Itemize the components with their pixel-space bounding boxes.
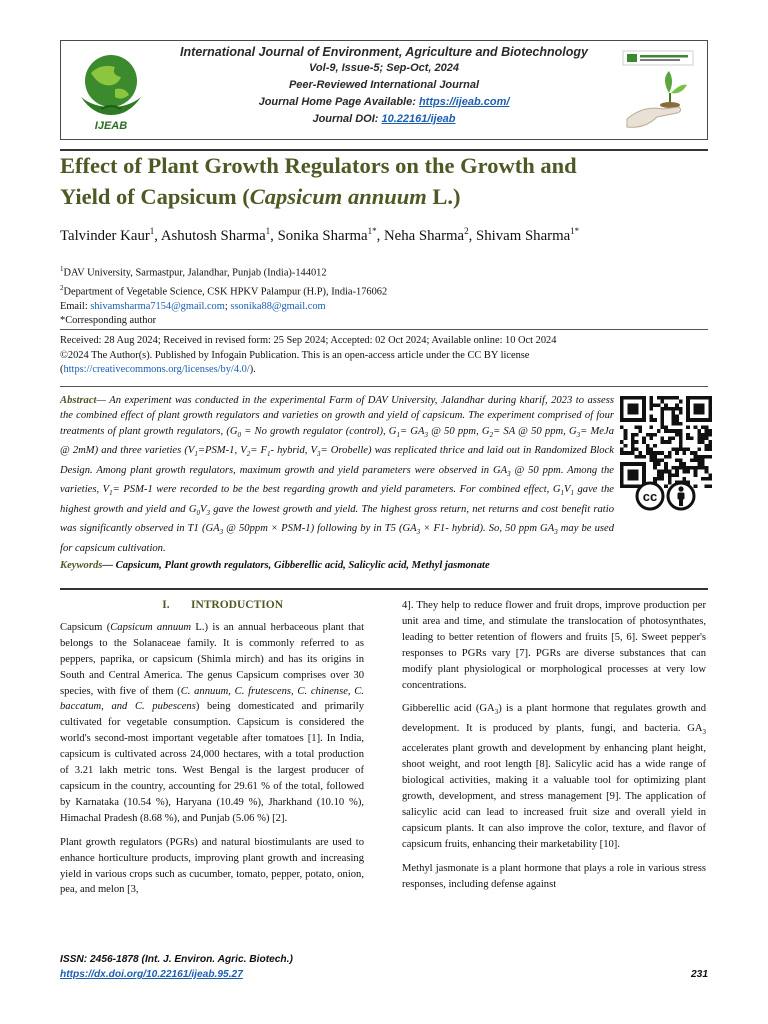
journal-doi [159,111,609,128]
journal-homepage [159,94,609,111]
body-column-left [60,598,364,906]
body-separator [60,588,708,590]
author: Shivam Sharma$^{1*}$ [476,226,580,244]
paper-title [60,150,708,212]
license-link[interactable]: https://creativecommons.org/licenses/by/4.0/ [63,364,250,375]
abstract-label: Abstract [60,395,97,406]
dates-separator-bottom [60,386,708,387]
keywords: Keywords— Capsicum, Plant growth regulators, Gibberellic acid, Salicylic acid, Methyl jasmonate [60,560,490,571]
affiliation-2: $^2$Department of Vegetable Science, CSK HPKV Palampur (H.P), India-176062 [60,283,388,298]
section-heading-introduction: I. INTRODUCTION [162,599,283,611]
page-footer [60,952,708,982]
svg-text:cc: cc [642,489,658,504]
email-link-2[interactable]: ssonika88@gmail.com [230,300,326,312]
keywords-label: Keywords [60,560,103,571]
author: Talvinder Kaur$^1$, [60,226,161,244]
page-number: 231 [691,969,708,980]
publication-dates [60,334,708,378]
cc-by-license-icon[interactable] [635,480,699,512]
email-line: Email: shivamsharma7154@gmail.com; ssonika88@gmail.com [60,300,326,312]
svg-text:IJEAB: IJEAB [94,120,128,132]
journal-volume: Vol-9, Issue-5; Sep-Oct, 2024 [309,62,459,74]
homepage-link[interactable]: https://ijeab.com/ [418,96,510,108]
paragraph: Capsicum (Capsicum annuum L.) is an annual herbaceous plant that belongs to the Solanaceae family. It is commonly referred to as peppers, paprika, or capsicum (Shimla mirch) and has its origins in South and Central America. The genus Capsicum comprises over 30 species, with five of them (C. annuum, C. frutescens, C. chinense, C. baccatum, and C. pubescens) being domesticated and primarily cultivated for vegetable consumption. Capsicum is considered the world's second-most important vegetable after tomatoes [1]. In India, capsicum is cultivated across 24,000 hectares, with a total production of 3.21 lakh metric tons. West Bengal is the largest producer of capsicum in the country, accounting for 29.61 % of the total, followed by Karnataka (10.54 %), Haryana (10.49 %), Jharkhand (10.10 %), Himachal Pradesh (8.68 %), and Punjab (5.06 %) [2]. [60,621,365,824]
journal-cover-thumbnail-icon [617,49,699,133]
journal-doi-link[interactable]: 10.22161/ijeab [381,113,456,125]
author: Neha Sharma$^2$, [384,226,477,244]
qr-code-icon[interactable] [620,396,712,488]
abstract: Abstract— An experiment was conducted in the experimental Farm of DAV University, Jalandhar during kharif, 2023 to assess the combined effect of plant growth regulators and varieties on growth and yield of capsicum. The experiment comprised of four treatments of plant growth regulators, ($G_0 = No$ growth regulator (control), $G_1= GA_3$ @ 50 ppm, $G_2=$ SA @ 50 ppm, $G_3=$ MeJa @ 2mM) and three varieties ($V_1=PSM-1$, $V_2= F_1-$ hybrid, $V_3=$ Orobelle) was replicated thrice and laid out in Randomized Block Design. Among plant growth regulators, maximum growth and yield parameters were observed in $GA_3$ @ 50 ppm. Among the varieties, $V_1= PSM-1$ were recorded to be the best regarding growth and yield parameters. For combined effect, $G_1V_1$ gave the highest growth and yield and $G_0V_3$ gave the lowest growth and yield. The highest gross return, net returns and cost benefit ratio was significantly observed in T1 ($GA_3$ @ 50ppm × PSM-1) following by in T5 ($GA_3 \times F1-$ hybrid). So, 50 ppm $GA_3$ may be used for capsicum cultivation. [60,395,615,554]
paragraph: Gibberellic acid $(GA_3)$ is a plant hormone that regulates growth and development. It is produced by plants, fungi, and bacteria. $GA_3$ accelerates plant growth and development by enhancing plant height, shoot weight, and root length [8]. Salicylic acid has a wide range of biological activities, making it a valuable tool for optimizing plant growth, development, and stress management [9]. The application of salicylic acid can lead to increased fruit size and overall yield in capsicum plants. It can also improve the color, texture, and flavor of capsicum fruits, enhancing their marketability [10]. [402,703,706,850]
author: Ashutosh Sharma$^1$, [160,226,278,244]
affiliations [60,262,708,329]
paragraph: 4]. They help to reduce flower and fruit drops, improve production per unit area and time, and stimulate the translocation of photosynthates, leading to better retention of flowers and fruits [5, 6]. Sweet pepper's responses to PGRs vary [7]. PGRs are diverse substances that can modify plant physiological or morphological processes at very low concentrations. [402,600,706,691]
journal-name: International Journal of Environment, Agriculture and Biotechnology [180,45,588,59]
copyright-line: ©2024 The Author(s). Published by Infogain Publication. This is an open-access article under the CC BY license [60,349,530,361]
author-list [60,221,720,246]
dates-separator-top [60,329,708,330]
author: Sonika Sharma$^{1*}$, [277,226,384,244]
paragraph: Plant growth regulators (PGRs) and natural biostimulants are used to enhance horticulture products, improving plant growth and increasing yield in various crops such as cucumber, tomato, pepper, potato, onion, pea, and melon [3, [60,836,364,896]
corresponding-note: *Corresponding author [60,315,157,327]
history-dates: Received: 28 Aug 2024; Received in revised form: 25 Sep 2024; Accepted: 02 Oct 2024; Available online: 10 Oct 2024 [60,335,557,346]
footer-doi-link[interactable]: https://dx.doi.org/10.22161/ijeab.95.27 [60,969,243,980]
body-column-right [402,598,706,901]
license-line: (https://creativecommons.org/licenses/by/4.0/). [60,364,256,375]
title-line-1: Effect of Plant Growth Regulators on the Growth and [60,153,577,178]
journal-logo-icon [71,49,151,133]
journal-info [159,44,609,128]
paragraph: Methyl jasmonate is a plant hormone that plays a role in various stress responses, including defense against [402,862,706,890]
title-line-2: Yield of Capsicum (Capsicum annuum L.) [60,184,461,209]
affiliation-1: $^1$DAV University, Sarmastpur, Jalandhar, Punjab (India)-144012 [60,265,327,279]
keywords-text: Capsicum, Plant growth regulators, Gibberellic acid, Salicylic acid, Methyl jasmonate [115,560,490,571]
doi-label: Journal DOI: [312,113,382,125]
email-link-1[interactable]: shivamsharma7154@gmail.com [90,300,225,312]
homepage-label: Journal Home Page Available: [258,96,419,108]
footer-issn: ISSN: 2456-1878 (Int. J. Environ. Agric. Biotech.) [60,954,293,965]
journal-header [60,40,708,140]
journal-review-note: Peer-Reviewed International Journal [288,79,480,91]
